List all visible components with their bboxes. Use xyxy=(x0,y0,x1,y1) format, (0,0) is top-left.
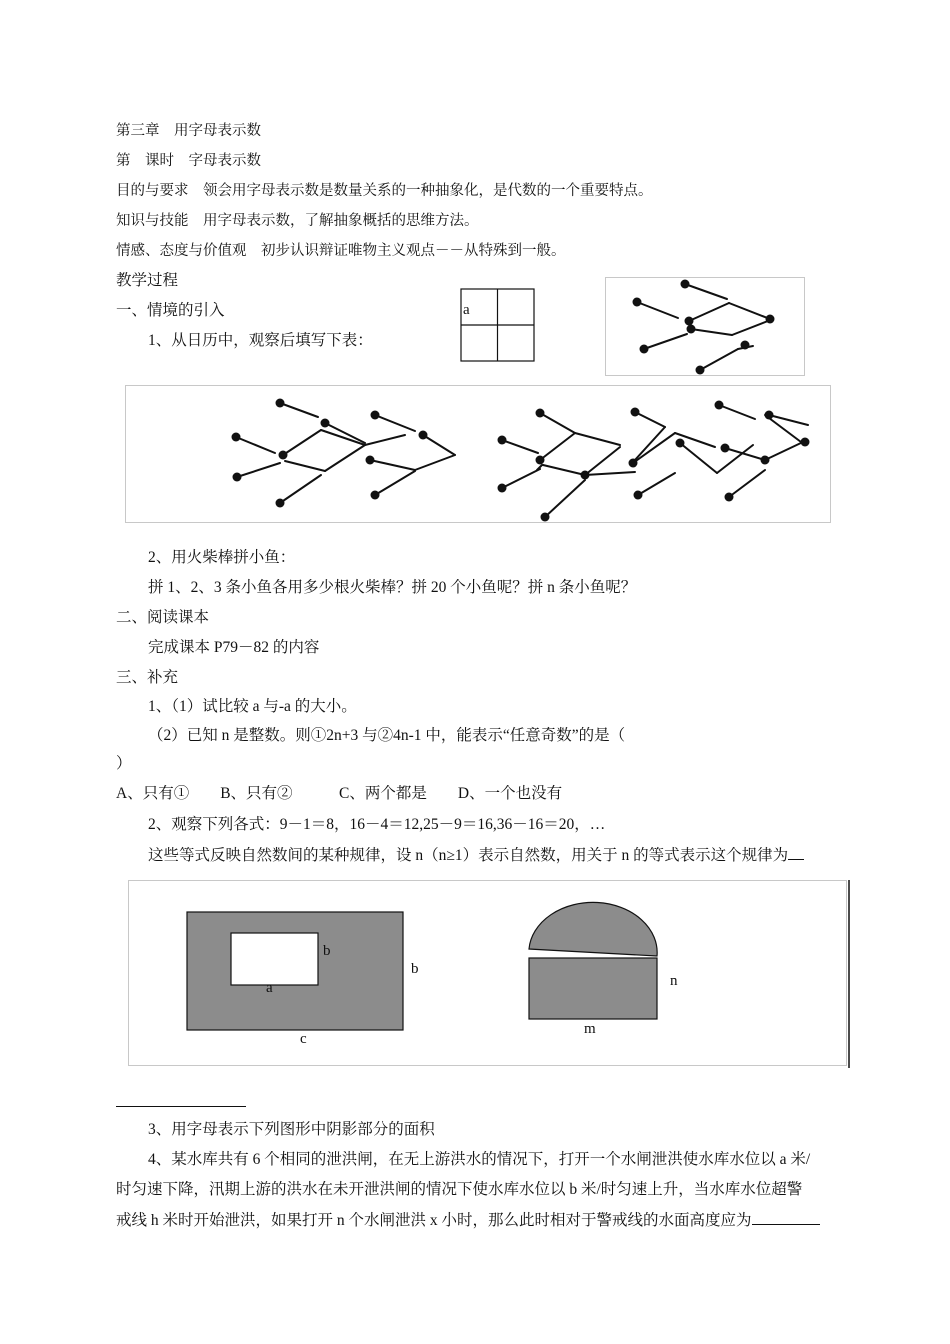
supplement-question-2: 2、观察下列各式：9－1＝8，16－4＝12,25－9＝16,36－16＝20，… xyxy=(148,816,606,833)
supplement-question-4b: 时匀速下降，汛期上游的洪水在未开泄洪闸的情况下使水库水位以 b 米/时匀速上升，当水库水位超警 xyxy=(116,1181,803,1198)
supplement-question-2b xyxy=(148,845,804,866)
supplement-question-3: 3、用字母表示下列图形中阴影部分的面积 xyxy=(148,1121,435,1138)
inner-side-b-label: b xyxy=(323,943,331,959)
calendar-grid-label: a xyxy=(463,302,470,318)
supplement-question-4c-text: 戒线 h 米时开始泄洪，如果打开 n 个水闸泄洪 x 小时，那么此时相对于警戒线的水面高度应为 xyxy=(116,1212,752,1229)
objective-attitude: 情感、态度与价值观 初步认识辩证唯物主义观点－－从特殊到一般。 xyxy=(116,243,566,259)
section-2-heading: 二、阅读课本 xyxy=(116,609,210,626)
supplement-question-1b: （2）已知 n 是整数。则①2n+3 与②4n-1 中，能表示“任意奇数”的是（ xyxy=(148,727,626,744)
supplement-question-2b-text: 这些等式反映自然数间的某种规律，设 n（n≥1）表示自然数，用关于 n 的等式表示这个规律为 xyxy=(148,847,789,864)
section-1-question-2: 2、用火柴棒拼小鱼： xyxy=(148,549,296,566)
section-1-question-2-text: 拼 1、2、3 条小鱼各用多少根火柴棒？拼 20 个小鱼呢？拼 n 条小鱼呢？ xyxy=(148,579,637,596)
process-title: 教学过程 xyxy=(116,272,179,289)
section-3-heading: 三、补充 xyxy=(116,669,179,686)
single-fish-matchstick-figure xyxy=(605,277,805,377)
outer-side-b-label: b xyxy=(411,961,419,977)
multiple-fish-matchstick-figure xyxy=(125,385,833,525)
chapter-title: 第三章 用字母表示数 xyxy=(116,123,261,139)
answer-blank-4 xyxy=(752,1210,820,1225)
answer-blank xyxy=(788,845,804,860)
section-1-heading: 一、情境的引入 xyxy=(116,302,225,319)
objective-goal: 目的与要求 领会用字母表示数是数量关系的一种抽象化，是代数的一个重要特点。 xyxy=(116,183,653,199)
calendar-grid xyxy=(460,288,536,363)
objective-skill: 知识与技能 用字母表示数，了解抽象概括的思维方法。 xyxy=(116,213,479,229)
section-2-text: 完成课本 P79－82 的内容 xyxy=(148,639,320,656)
semi-n-label: n xyxy=(670,973,678,989)
answer-choices: A、只有① B、只有② C、两个都是 D、一个也没有 xyxy=(116,785,563,802)
inner-side-a-label: a xyxy=(266,980,273,996)
outer-side-c-label: c xyxy=(300,1031,307,1047)
supplement-question-1a: 1、（1）试比较 a 与-a 的大小。 xyxy=(148,698,357,715)
supplement-question-1b-close: ） xyxy=(116,755,132,772)
shaded-area-figures xyxy=(128,878,854,1070)
section-1-question-1: 1、从日历中，观察后填写下表： xyxy=(148,332,373,349)
semi-m-label: m xyxy=(584,1021,596,1037)
supplement-question-4c xyxy=(116,1210,820,1231)
footnote-separator xyxy=(116,1106,246,1107)
lesson-title: 第 课时 字母表示数 xyxy=(116,153,261,169)
supplement-question-4a: 4、某水库共有 6 个相同的泄洪闸，在无上游洪水的情况下，打开一个水闸泄洪使水库水位以 a 米/ xyxy=(148,1151,811,1168)
